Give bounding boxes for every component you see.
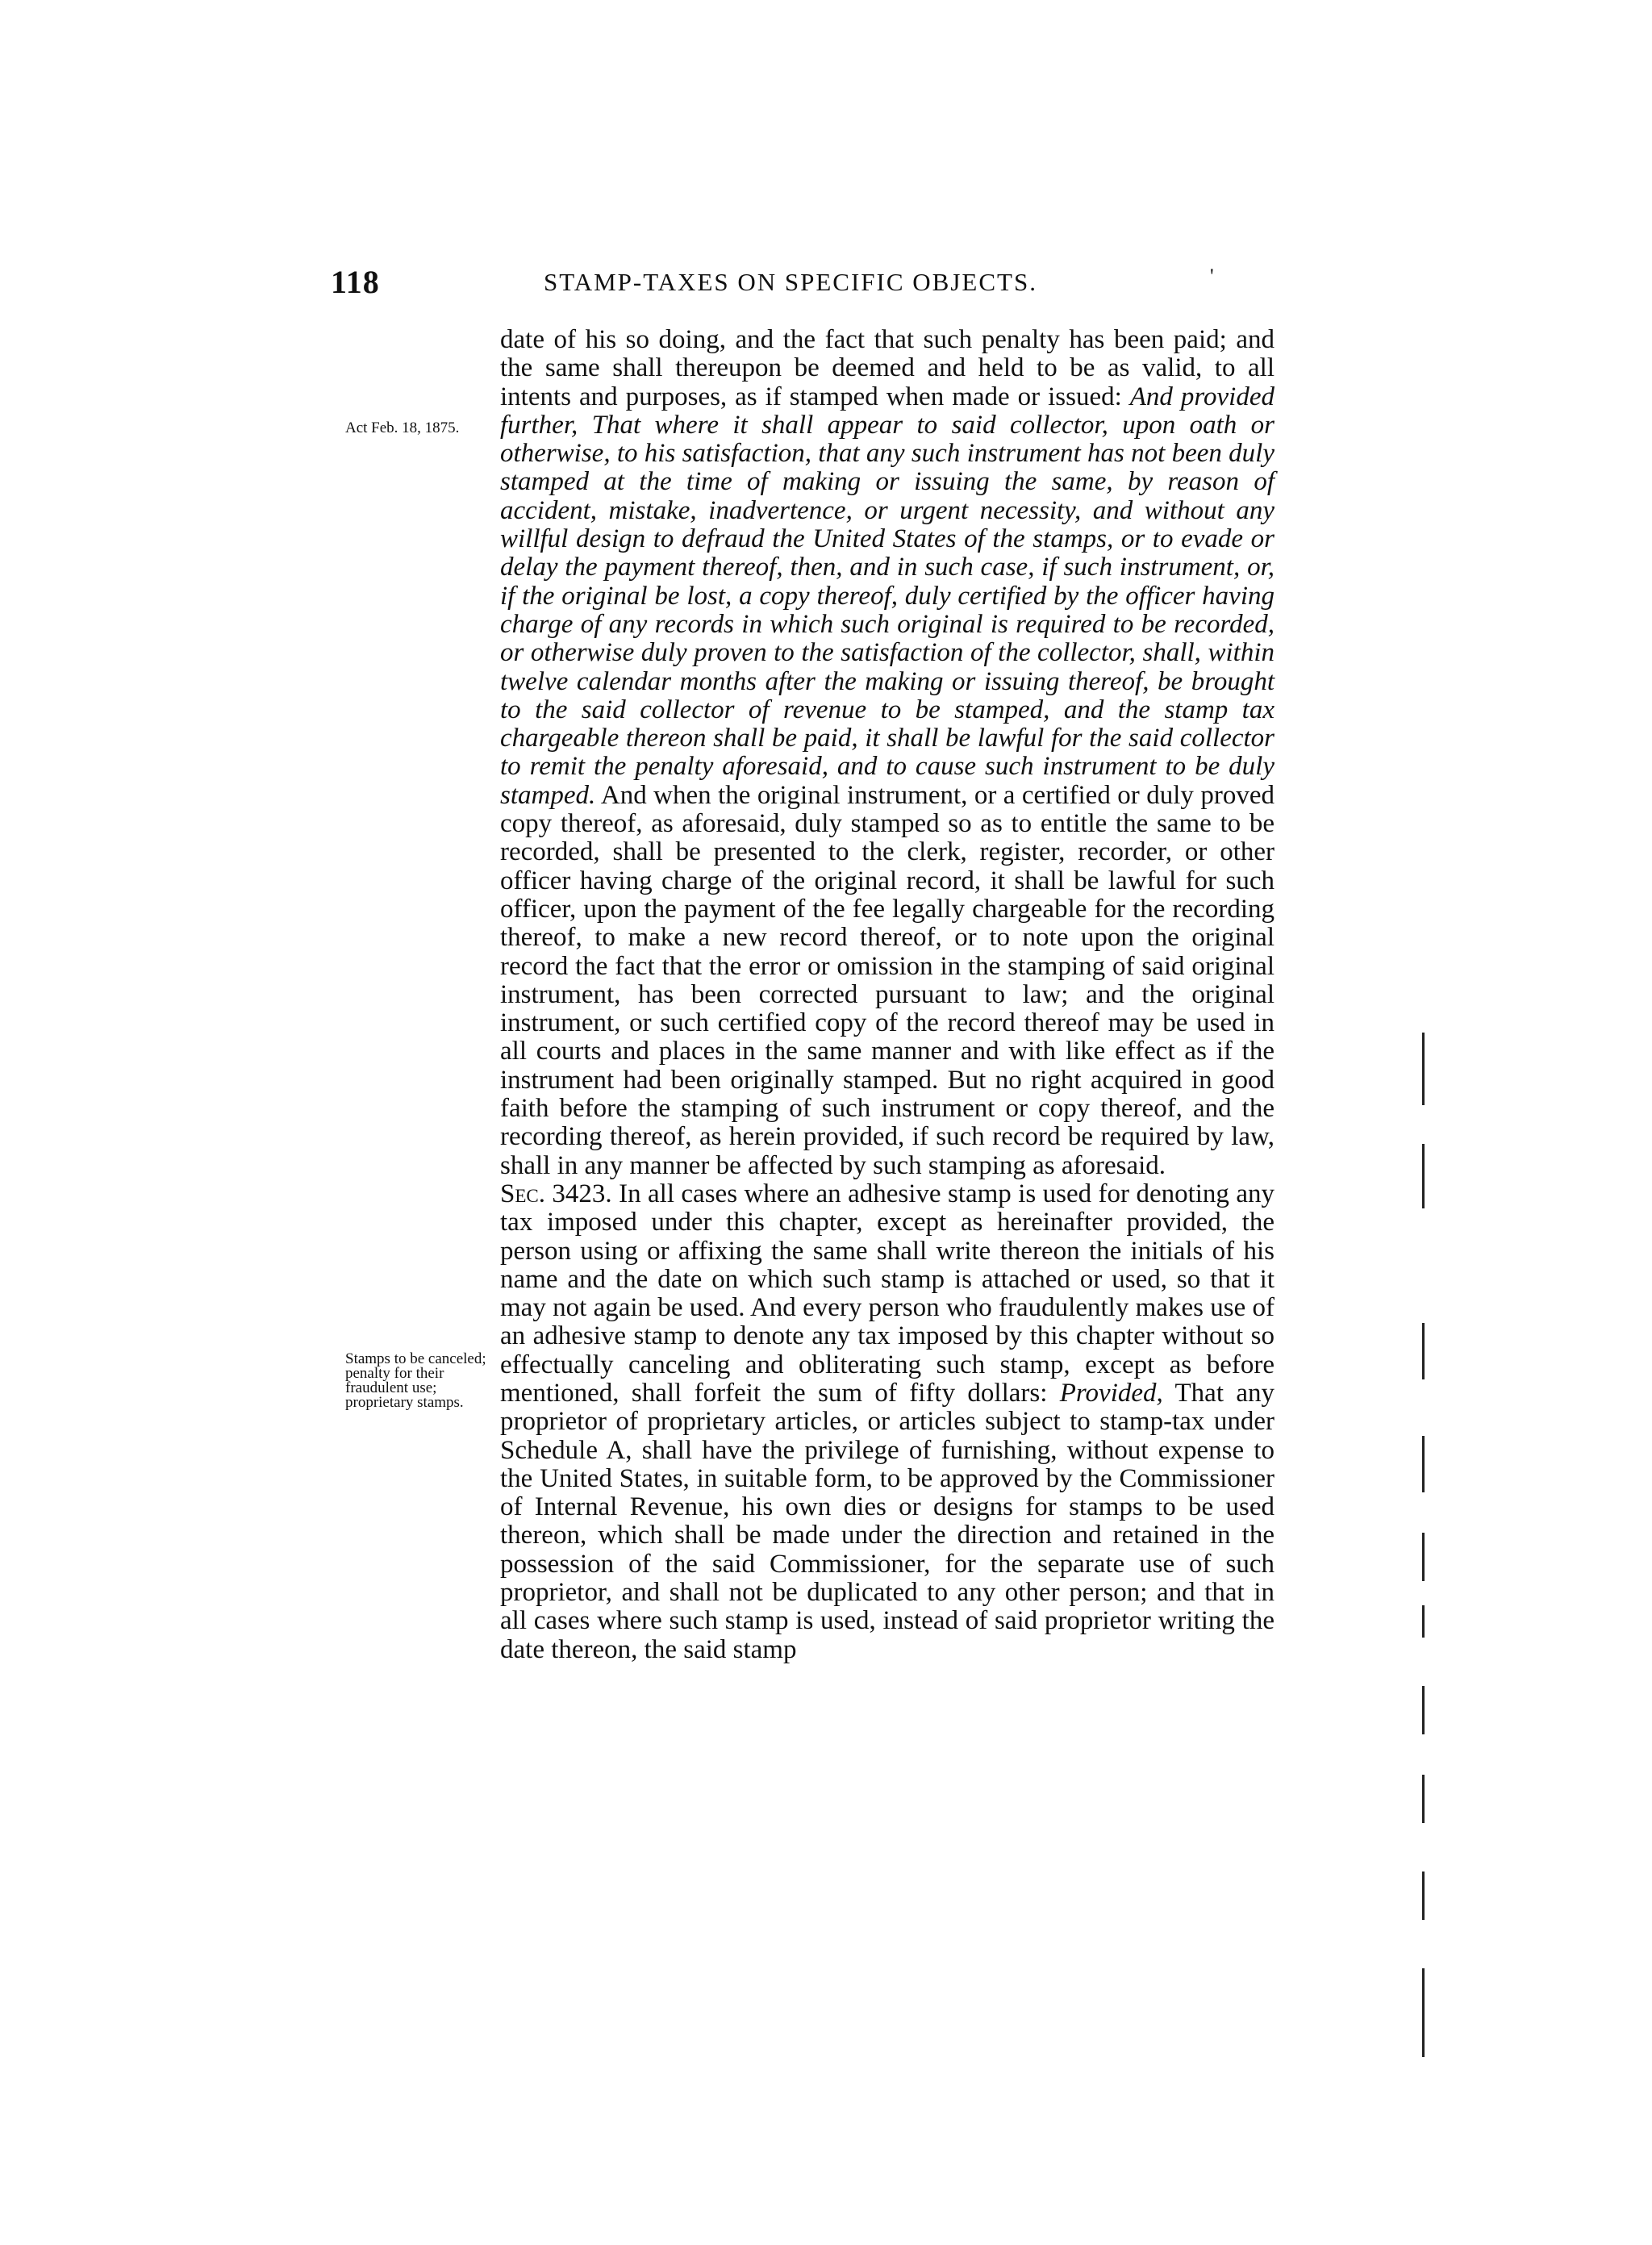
paragraph-sec-3423 bbox=[500, 1180, 1274, 1664]
scan-mark bbox=[1422, 1775, 1425, 1823]
provided-italic: Provided, bbox=[1059, 1378, 1163, 1408]
scan-mark bbox=[1422, 1605, 1425, 1638]
margin-note-stamps: Stamps to be canceled; penalty for their fraudulent use; proprietary stamps. bbox=[345, 1350, 486, 1411]
margin-note-act: Act Feb. 18, 1875. bbox=[345, 419, 460, 436]
body-text bbox=[500, 326, 1274, 1664]
paragraph-text: date of his so doing, and the fact that such penalty has been paid; and the same shall thereupon be deemed and held to be as valid, to all intents and purposes, as if stamped when made or issued: bbox=[500, 325, 1274, 411]
scan-mark bbox=[1422, 1033, 1425, 1105]
scan-mark bbox=[1422, 1872, 1425, 1920]
paragraph-text: In all cases where an adhesive stamp is used for denoting any tax imposed under this chapter, except as hereinafter provided, the person using or affixing the same shall write thereon the initials of his name and the date on which such stamp is attached or used, so that it may not again be used. And every person who fraudulently makes use of an adhesive stamp to denote any tax imposed by this chapter without so effectually canceling and obliterating such stamp, except as before mentioned, shall forfeit the sum of fifty dollars: bbox=[500, 1179, 1274, 1408]
page-number: 118 bbox=[331, 264, 380, 300]
paragraph-continuation bbox=[500, 326, 1274, 1180]
paragraph-text: And when the original instrument, or a certified or duly proved copy thereof, as aforesaid, duly stamped so as to entitle the same to be recorded, shall be presented to the clerk, register, recorder, or other officer having charge of the original record, it shall be lawful for such officer, upon the payment of the fee legally chargeable for the recording thereof, to make a new record thereof, or to note upon the original record the fact that the error or omission in the stamping of said original instrument, has been corrected pursuant to law; and the original instrument, or such certified copy of the record thereof may be used in all courts and places in the same manner and with like effect as if the instrument had been originally stamped. But no right acquired in good faith before the stamping of such instrument or copy thereof, and the recording thereof, as herein provided, if such record be required by law, shall in any manner be affected by such stamping as aforesaid. bbox=[500, 780, 1274, 1180]
scan-mark bbox=[1422, 1144, 1425, 1208]
proviso-italic: And provided further, That where it shall appear to said collector, upon oath or otherwise, to his satisfaction, that any such instrument has not been duly stamped at the time of making or issuing the same, by reason of accident, mistake, inadvertence, or urgent necessity, and without any willful design to defraud the United States of the stamps, or to evade or delay the payment thereof, then, and in such case, if such instrument, or, if the original be lost, a copy thereof, duly certified by the officer having charge of any records in which such original is required to be recorded, or otherwise duly proven to the satisfaction of the collector, shall, within twelve calendar months after the making or issuing thereof, be brought to the said collector of revenue to be stamped, and the stamp tax chargeable thereon shall be paid, it shall be lawful for the said collector to remit the penalty aforesaid, and to cause such instrument to be duly stamped. bbox=[500, 382, 1274, 810]
scan-mark bbox=[1422, 1968, 1425, 2057]
scan-mark bbox=[1422, 1323, 1425, 1379]
header-mark: ' bbox=[1210, 265, 1214, 288]
page-header bbox=[331, 263, 1283, 303]
scan-mark bbox=[1422, 1686, 1425, 1734]
running-head: STAMP-TAXES ON SPECIFIC OBJECTS. bbox=[544, 268, 1037, 296]
section-label: Sec. 3423. bbox=[500, 1179, 612, 1208]
paragraph-text: That any proprietor of proprietary articles, or articles subject to stamp-tax under Schedule A, shall have the privilege of furnishing, without expense to the United States, in suitable form, to be approved by the Commissioner of Internal Revenue, his own dies or designs for stamps to be used thereon, which shall be made under the direction and retained in the possession of the said Commissioner, for the separate use of such proprietor, and shall not be duplicated to any other person; and that in all cases where such stamp is used, instead of said proprietor writing the date thereon, the said stamp bbox=[500, 1378, 1274, 1664]
scan-mark bbox=[1422, 1436, 1425, 1492]
scan-mark bbox=[1422, 1533, 1425, 1581]
